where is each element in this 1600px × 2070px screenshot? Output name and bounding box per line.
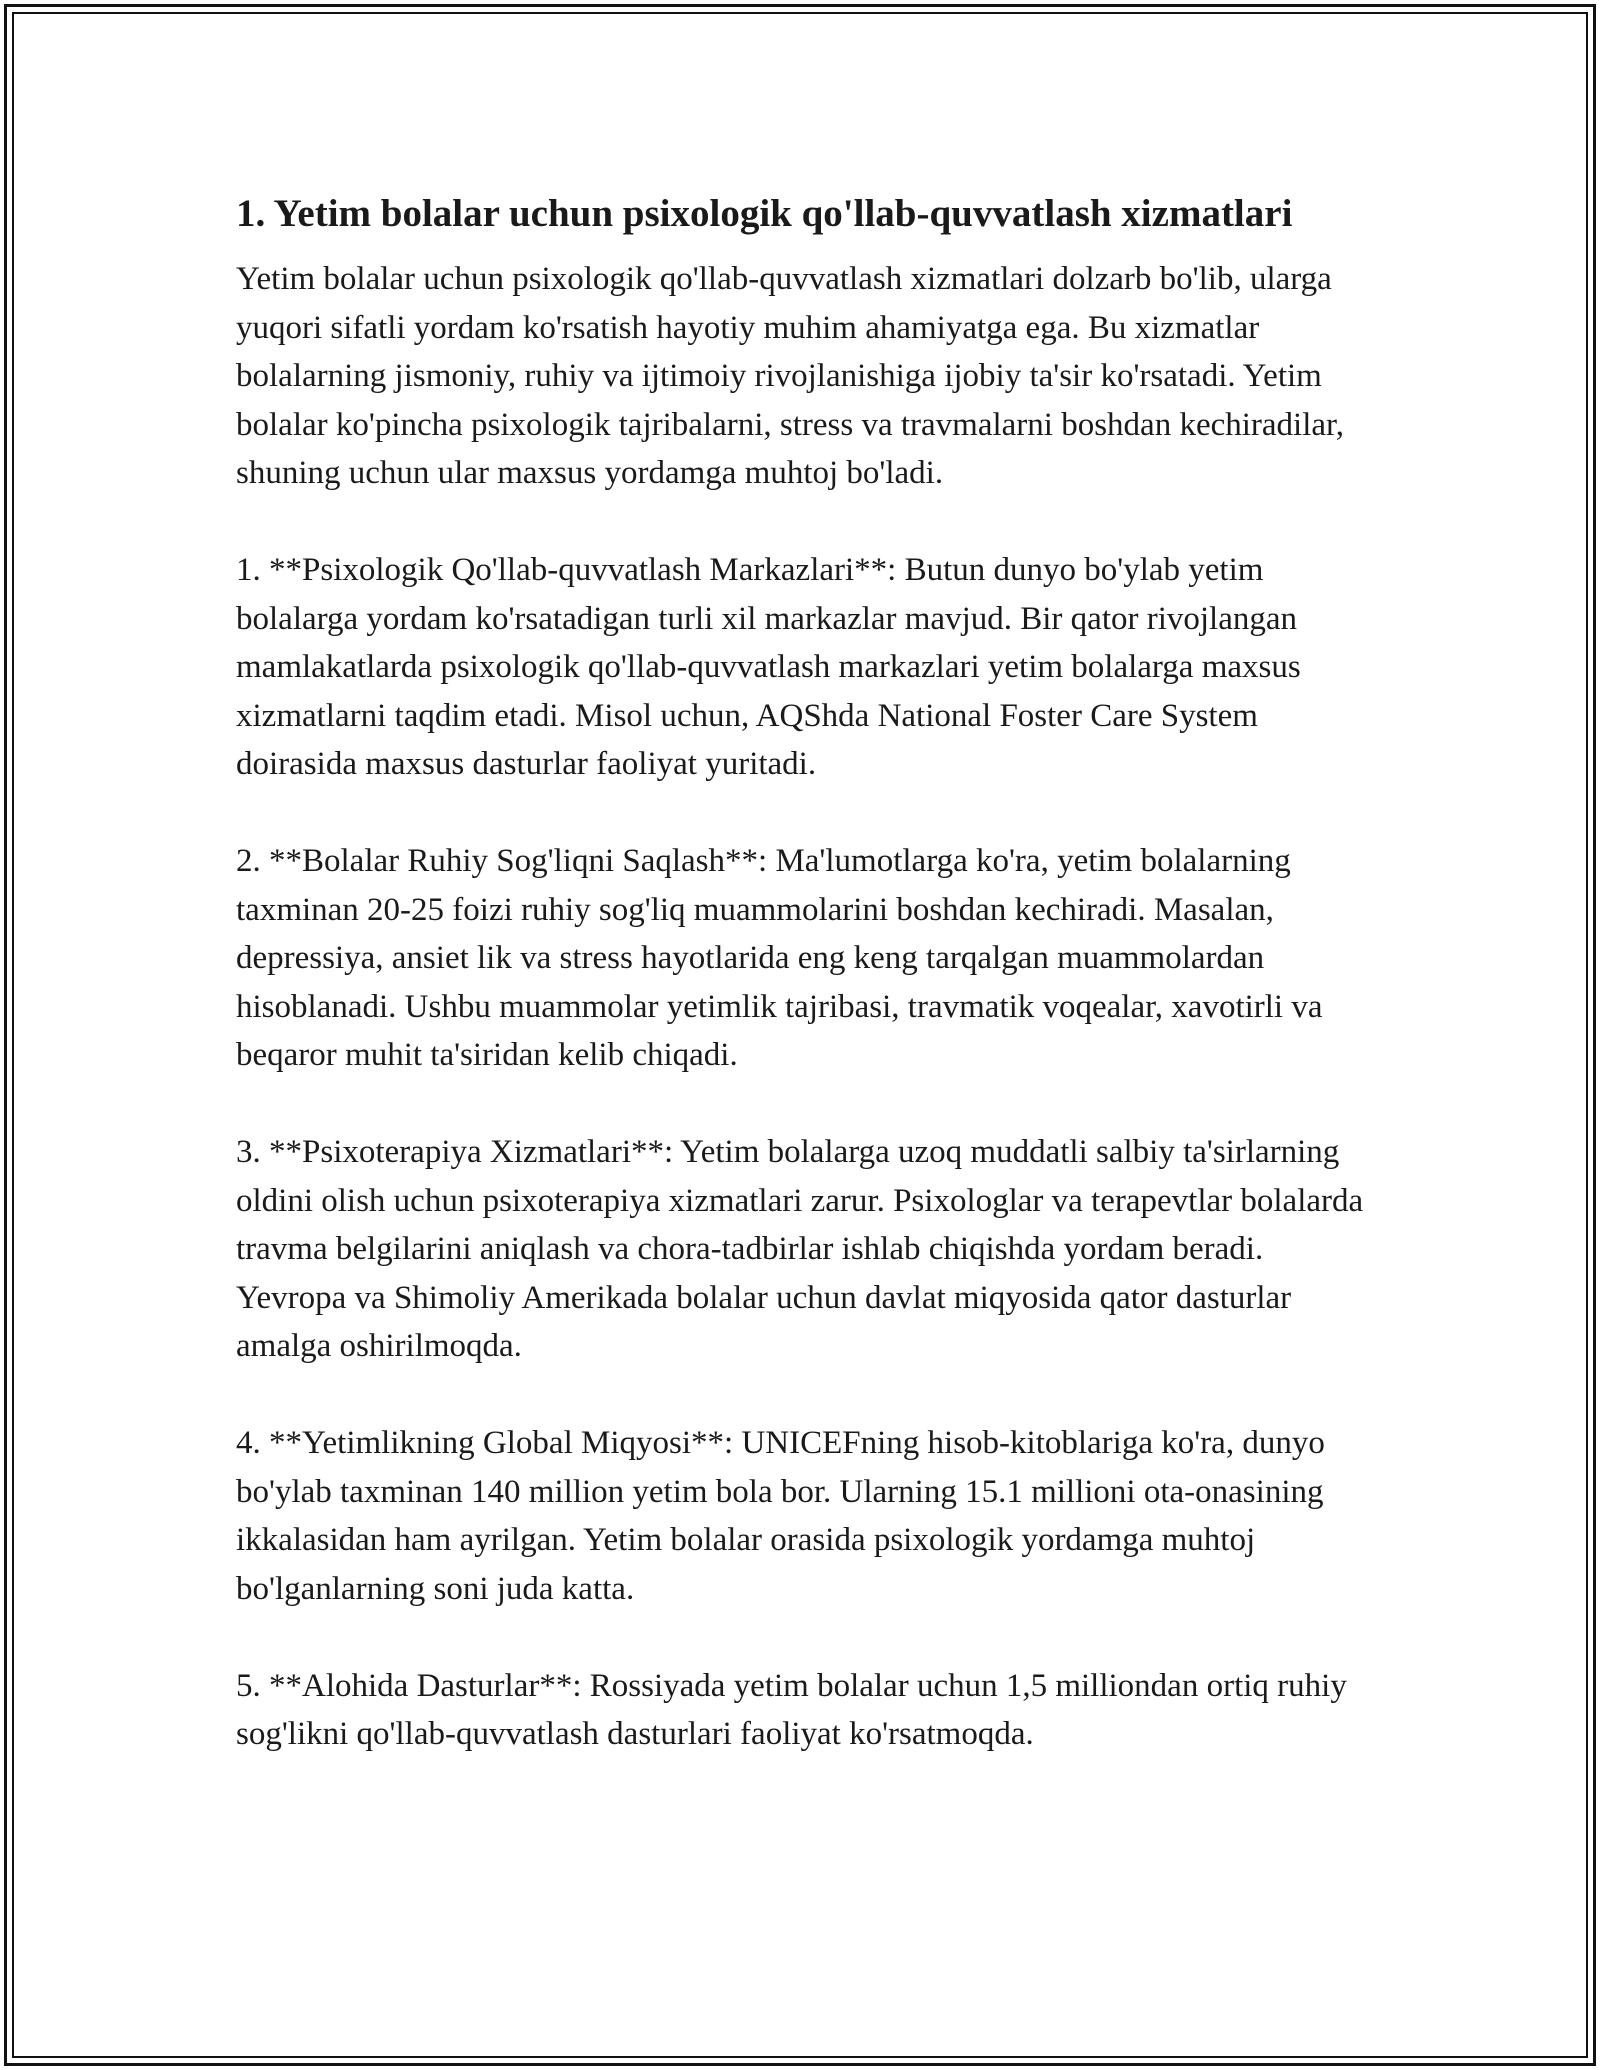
document-title: 1. Yetim bolalar uchun psixologik qo'llab-quvvatlash xizmatlari (236, 192, 1293, 235)
intro-paragraph: Yetim bolalar uchun psixologik qo'llab-quvvatlash xizmatlari dolzarb bo'lib, ularga yuqori sifatli yordam ko'rsatish hayotiy muhim ahamiyatga ega. Bu xizmatlar bolalarning jismoniy, ruhiy va ijtimoiy rivojlanishiga ijobiy ta'sir ko'rsatadi. Yetim bolalar ko'pincha psixologik tajribalarni, stress va travmalarni boshdan kechiradilar, shuning uchun ular maxsus yordamga muhtoj bo'ladi. (236, 261, 1344, 491)
document-body (236, 186, 1376, 1759)
list-item-1: 1. **Psixologik Qo'llab-quvvatlash Markazlari**: Butun dunyo bo'ylab yetim bolalarga yordam ko'rsatadigan turli xil markazlar mavjud. Bir qator rivojlangan mamlakatlarda psixologik qo'llab-quvvatlash markazlari yetim bolalarga maxsus xizmatlarni taqdim etadi. Misol uchun, AQShda National Foster Care System doirasida maxsus dasturlar faoliyat yuritadi. (236, 552, 1301, 782)
list-item-3: 3. **Psixoterapiya Xizmatlari**: Yetim bolalarga uzoq muddatli salbiy ta'sirlarning oldini olish uchun psixoterapiya xizmatlari zarur. Psixologlar va terapevtlar bolalarda travma belgilarini aniqlash va chora-tadbirlar ishlab chiqishda yordam beradi. Yevropa va Shimoliy Amerikada bolalar uchun davlat miqyosida qator dasturlar amalga oshirilmoqda. (236, 1134, 1364, 1364)
list-item-5: 5. **Alohida Dasturlar**: Rossiyada yetim bolalar uchun 1,5 milliondan ortiq ruhiy sog'likni qo'llab-quvvatlash dasturlari faoliyat ko'rsatmoqda. (236, 1667, 1347, 1752)
list-item-4: 4. **Yetimlikning Global Miqyosi**: UNICEFning hisob-kitoblariga ko'ra, dunyo bo'ylab taxminan 140 million yetim bola bor. Ularning 15.1 millioni ota-onasining ikkalasidan ham ayrilgan. Yetim bolalar orasida psixologik yordamga muhtoj bo'lganlarning soni juda katta. (236, 1425, 1325, 1607)
list-item-2: 2. **Bolalar Ruhiy Sog'liqni Saqlash**: Ma'lumotlarga ko'ra, yetim bolalarning taxminan 20-25 foizi ruhiy sog'liq muammolarini boshdan kechiradi. Masalan, depressiya, ansiet lik va stress hayotlarida eng keng tarqalgan muammolardan hisoblanadi. Ushbu muammolar yetimlik tajribasi, travmatik voqealar, xavotirli va beqaror muhit ta'siridan kelib chiqadi. (236, 843, 1323, 1073)
